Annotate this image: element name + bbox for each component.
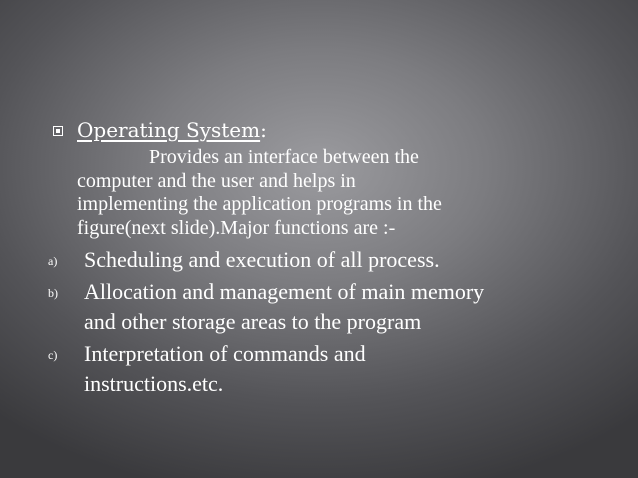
description-line: figure(next slide).Major functions are :- bbox=[77, 216, 396, 239]
description-line: Provides an interface between the bbox=[149, 146, 419, 168]
description-line: computer and the user and helps in bbox=[77, 169, 356, 192]
heading-bullet bbox=[48, 116, 608, 144]
slide-content bbox=[48, 116, 608, 401]
list-marker: a) bbox=[48, 254, 58, 268]
heading-suffix: : bbox=[260, 118, 267, 142]
square-bullet-icon bbox=[53, 126, 63, 136]
list-marker: b) bbox=[48, 286, 58, 300]
heading-title: Operating System bbox=[77, 118, 261, 142]
list-item bbox=[48, 277, 608, 337]
list-item bbox=[48, 339, 608, 399]
list-item bbox=[48, 245, 608, 275]
list-item-line: Interpretation of commands and bbox=[84, 341, 366, 366]
list-item-line: Scheduling and execution of all process. bbox=[84, 247, 440, 272]
functions-list bbox=[48, 245, 608, 399]
description bbox=[48, 146, 608, 240]
list-marker: c) bbox=[48, 348, 58, 362]
list-item-line: instructions.etc. bbox=[84, 371, 224, 396]
list-item-line: and other storage areas to the program bbox=[84, 309, 422, 334]
list-item-line: Allocation and management of main memory bbox=[84, 279, 485, 304]
description-line: implementing the application programs in the bbox=[77, 193, 442, 215]
